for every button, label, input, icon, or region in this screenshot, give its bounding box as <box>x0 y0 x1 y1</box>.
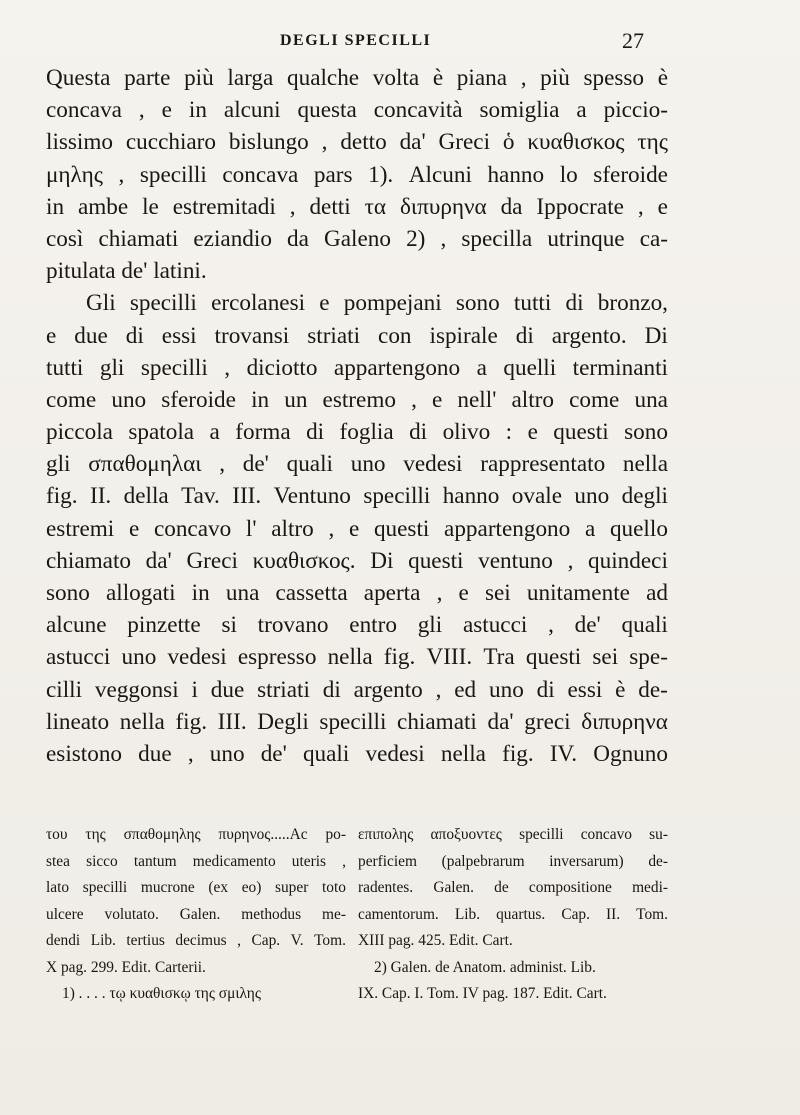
footnotes <box>46 822 668 1002</box>
footnote-line: camentorum. Lib. quartus. Cap. II. Tom. <box>358 905 668 923</box>
text-line: e due di essi trovansi striati con ispirale di argento. Di <box>46 322 668 349</box>
footnote-column-right <box>358 822 668 1008</box>
text-line: pitulata de' latini. <box>46 258 207 285</box>
footnote-line: X pag. 299. Edit. Carterii. <box>46 958 206 976</box>
page-number: 27 <box>622 28 644 53</box>
text-line: lineato nella fig. III. Degli specilli chiamati da' greci διπυρηνα <box>46 708 668 735</box>
text-line: gli σπαθομηλαι , de' quali uno vedesi rappresentato nella <box>46 451 668 478</box>
footnote-line: lato specilli mucrone (ex eo) super toto <box>46 879 346 896</box>
footnote-line: radentes. Galen. de compositione medi- <box>358 879 668 896</box>
footnote-line: επιπολης αποξυοντες specilli concavo su- <box>358 826 668 843</box>
footnote-column-left <box>46 822 346 1008</box>
text-line: in ambe le estremitadi , detti τα διπυρηνα da Ippocrate , e <box>46 193 668 220</box>
footnote-line: stea sicco tantum medicamento uteris , <box>46 852 346 870</box>
text-line: chiamato da' Greci κυαθισκος. Di questi ventuno , quindeci <box>46 547 668 574</box>
footnote-line: 2) Galen. de Anatom. administ. Lib. <box>374 958 596 976</box>
text-line: così chiamati eziandio da Galeno 2) , specilla utrinque ca- <box>46 225 668 252</box>
text-line: come uno sferoide in un estremo , e nell' altro come una <box>46 386 668 413</box>
footnote-line: του της σπαθομηλης πυρηνος.....Ac po- <box>46 826 346 843</box>
text-line: tutti gli specilli , diciotto appartengono a quelli terminanti <box>46 354 668 381</box>
text-line: μηλης , specilli concava pars 1). Alcuni hanno lo sferoide <box>46 161 668 188</box>
text-line: estremi e concavo l' altro , e questi appartengono a quello <box>46 515 668 542</box>
text-line: lissimo cucchiaro bislungo , detto da' Greci ὁ κυαθισκος της <box>46 129 668 156</box>
text-line: cilli veggonsi i due striati di argento , ed uno di essi è de- <box>46 676 668 703</box>
footnote-line: XIII pag. 425. Edit. Cart. <box>358 932 513 949</box>
text-line: alcune pinzette si trovano entro gli astucci , de' quali <box>46 612 668 639</box>
main-text <box>46 62 668 770</box>
text-line: sono allogati in una cassetta aperta , e sei unitamente ad <box>46 580 668 606</box>
text-line: esistono due , uno de' quali vedesi nella fig. IV. Ognuno <box>46 740 668 767</box>
footnote-line: IX. Cap. I. Tom. IV pag. 187. Edit. Cart. <box>358 985 607 1002</box>
footnote-line: perficiem (palpebrarum inversarum) de- <box>358 852 668 870</box>
running-head: DEGLI SPECILLI <box>280 32 432 49</box>
footnote-line: dendi Lib. tertius decimus , Cap. V. Tom. <box>46 932 346 949</box>
text-line: Questa parte più larga qualche volta è piana , più spesso è <box>46 65 668 91</box>
text-line: piccola spatola a forma di foglia di olivo : e questi sono <box>46 419 668 446</box>
text-line: astucci uno vedesi espresso nella fig. VIII. Tra questi sei spe- <box>46 644 668 671</box>
paragraph-start-line: Gli specilli ercolanesi e pompejani sono tutti di bronzo, <box>86 290 668 317</box>
footnote-line: ulcere volutato. Galen. methodus me- <box>46 905 346 923</box>
page-header <box>40 28 660 58</box>
text-line: concava , e in alcuni questa concavità somiglia a piccio- <box>46 97 668 124</box>
text-line: fig. II. della Tav. III. Ventuno specilli hanno ovale uno degli <box>46 483 668 510</box>
footnote-line: 1) . . . . τῳ κυαθισκῳ της σμιλης <box>62 985 261 1002</box>
